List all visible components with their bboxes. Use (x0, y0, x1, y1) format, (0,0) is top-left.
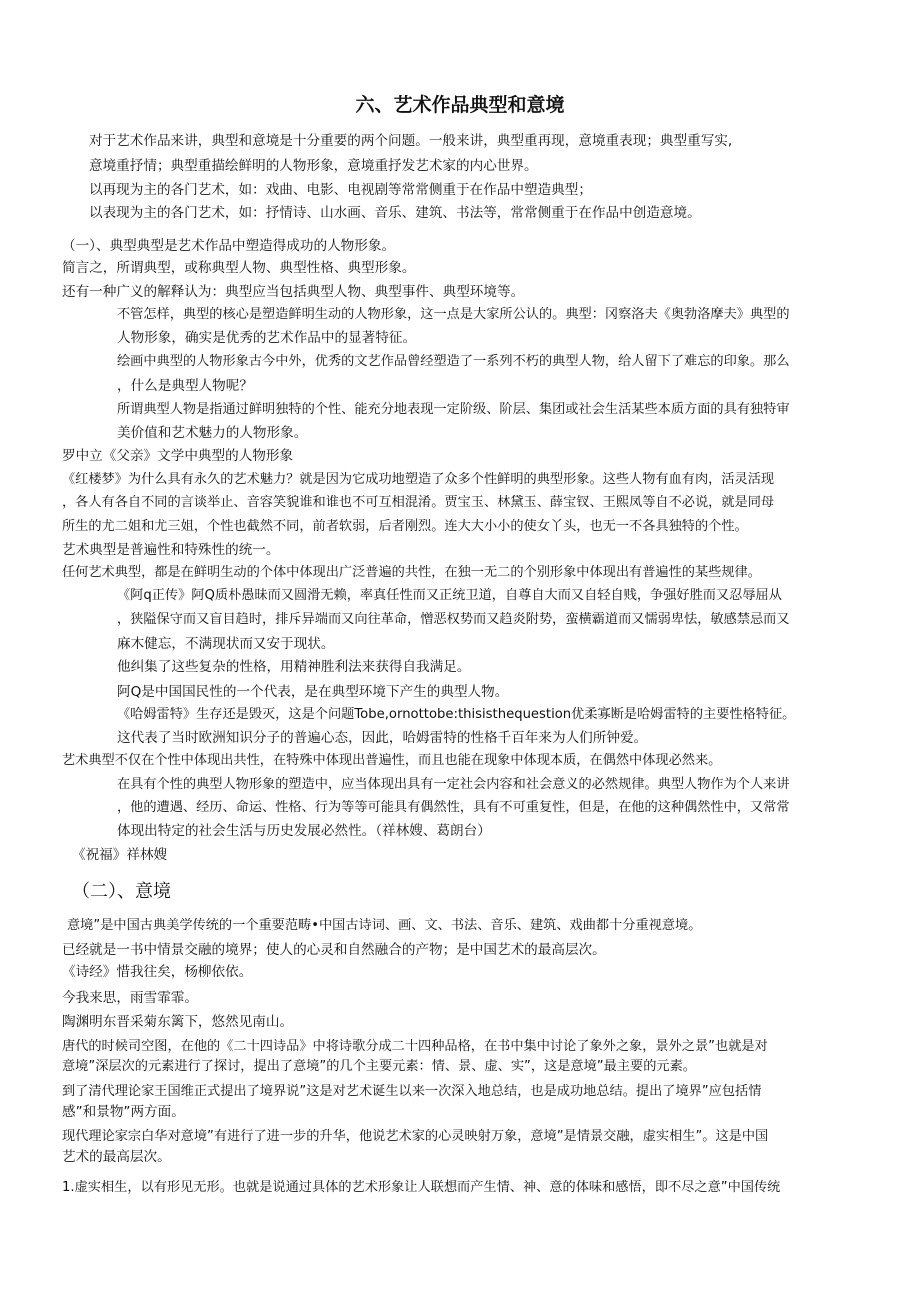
paragraph-line: 陶渊明东晋采菊东篱下，悠然见南山。 (62, 1014, 294, 1030)
paragraph-line: 他纠集了这些复杂的性格，用精神胜利法来获得自我满足。 (117, 659, 471, 675)
paragraph-line: 今我来思，雨雪霏霏。 (62, 990, 198, 1006)
paragraph-line: 意境”深层次的元素进行了探讨，提出了意境”的几个主要元素：情、景、虚、实”，这是意境”最主要的元素。 (62, 1059, 696, 1074)
paragraph-line: 《祝福》祥林嫂 (72, 847, 168, 863)
paragraph-line: 人物形象，确实是优秀的艺术作品中的显著特征。 (117, 330, 417, 346)
intro-line: 以表现为主的各门艺术，如：抒情诗、山水画、音乐、建筑、书法等，常常侧重于在作品中创造意境。 (89, 205, 701, 221)
paragraph-line: 《诗经》惜我往矣，杨柳依依。 (62, 964, 253, 980)
paragraph-line: 不管怎样，典型的核心是塑造鲜明生动的人物形象，这一点是大家所公认的。典型：冈察洛夫《奥勃洛摩夫》典型的 (117, 307, 790, 322)
intro-line: 以再现为主的各门艺术，如：戏曲、电影、电视剧等常常侧重于在作品中塑造典型； (89, 182, 592, 198)
paragraph-line: 阿Q是中国国民性的一个代表，是在典型环境下产生的典型人物。 (117, 684, 509, 700)
paragraph-line: 艺术典型不仅在个性中体现出共性，在特殊中体现出普遍性，而且也能在现象中体现本质，在偶然中体现必然来。 (62, 753, 722, 768)
paragraph-line: 麻木健忘，不满现状而又安于现状。 (117, 636, 335, 652)
paragraph-line: 在具有个性的典型人物形象的塑造中，应当体现出具有一定社会内容和社会意义的必然规律。典型人物作为个人来讲 (117, 777, 790, 792)
paragraph-line: 《哈姆雷特》生存还是毁灭，这是个问题Tobe,ornottobe:thisisthequestion优柔寡断是哈姆雷特的主要性格特征。 (117, 707, 796, 722)
paragraph-line: 任何艺术典型，都是在鲜明生动的个体中体现出广泛普遍的共性，在独一无二的个别形象中体现出有普遍性的某些规律。 (62, 565, 761, 580)
paragraph-line: 体现出特定的社会生活与历史发展必然性。（祥林嫂、葛朗台） (117, 823, 491, 839)
paragraph-line: 艺术的最高层次。 (62, 1149, 171, 1165)
paragraph-line: 唐代的时候司空图，在他的《二十四诗品》中将诗歌分成二十四种品格，在书中集中讨论了象外之象，景外之景”也就是对 (62, 1039, 768, 1054)
paragraph-line: 美价值和艺术魅力的人物形象。 (117, 425, 308, 441)
paragraph-line: ，各人有各自不同的言谈举止、音容笑貌谁和谁也不可互相混淆。贾宝玉、林黛玉、薛宝钗、王熙凤等自不必说，就是同母 (62, 495, 775, 510)
paragraph-line: 绘画中典型的人物形象古今中外，优秀的文艺作品曾经塑造了一系列不朽的典型人物，给人留下了难忘的印象。那么 (117, 354, 790, 369)
paragraph-line: 意境”是中国古典美学传统的一个重要范畴•中国古诗词、画、文、书法、音乐、建筑、戏曲都十分重视意境。 (67, 918, 702, 933)
paragraph-line: 《红楼梦》为什么具有永久的艺术魅力？就是因为它成功地塑造了众多个性鲜明的典型形象。这些人物有血有肉，活灵活现 (62, 472, 775, 487)
section2-heading: （二）、意境 (72, 881, 171, 902)
paragraph-line: 还有一种广义的解释认为：典型应当包括典型人物、典型事件、典型环境等。 (62, 284, 525, 300)
paragraph-line: 感”和景物”两方面。 (62, 1104, 185, 1120)
intro-line: 对于艺术作品来讲，典型和意境是十分重要的两个问题。一般来讲，典型重再现，意境重表现；典型重写实, (89, 133, 733, 149)
paragraph-line: ，狭隘保守而又盲目趋时，排斥异端而又向往革命，憎恶权势而又趋炎附势，蛮横霸道而又懦弱卑怯，敏感禁忌而又 (117, 612, 790, 627)
paragraph-line: 这代表了当时欧洲知识分子的普遍心态，因此，哈姆雷特的性格千百年来为人们所钟爱。 (117, 730, 648, 746)
paragraph-line: 罗中立《父亲》文学中典型的人物形象 (62, 448, 294, 464)
paragraph-line: 1.虚实相生，以有形见无形。也就是说通过具体的艺术形象让人联想而产生情、神、意的体味和感悟，即不尽之意”中国传统 (62, 1180, 781, 1195)
paragraph-line: 到了清代理论家王国维正式提出了境界说”这是对艺术诞生以来一次深入地总结，也是成功地总结。提出了境界”应包括情 (62, 1084, 762, 1099)
paragraph-line: 艺术典型是普遍性和特殊性的统一。 (62, 542, 280, 558)
page-title: 六、艺术作品典型和意境 (355, 94, 565, 116)
paragraph-line: ，什么是典型人物呢？ (117, 378, 253, 394)
paragraph-line: 所生的尤二姐和尤三姐，个性也截然不同，前者软弱，后者刚烈。连大大小小的使女丫头，也无一不各具独特的个性。 (62, 519, 748, 534)
section1-heading: （一）、典型典型是艺术作品中塑造得成功的人物形象。 (62, 238, 396, 254)
paragraph-line: 简言之，所谓典型，或称典型人物、典型性格、典型形象。 (62, 260, 416, 276)
intro-line: 意境重抒情；典型重描绘鲜明的人物形象，意境重抒发艺术家的内心世界。 (89, 158, 538, 174)
paragraph-line: ，他的遭遇、经历、命运、性格、行为等等可能具有偶然性，具有不可重复性，但是，在他的这种偶然性中，又常常 (117, 800, 790, 815)
paragraph-line: 已经就是一书中情景交融的境界；使人的心灵和自然融合的产物；是中国艺术的最高层次。 (62, 942, 606, 958)
paragraph-line: 现代理论家宗白华对意境”有进行了进一步的升华，他说艺术家的心灵映射万象，意境”是情景交融，虚实相生”。这是中国 (62, 1129, 769, 1144)
paragraph-line: 所谓典型人物是指通过鲜明独特的个性、能充分地表现一定阶级、阶层、集团或社会生活某些本质方面的具有独特审 (117, 402, 790, 417)
paragraph-line: 《阿q正传》阿Q质朴愚昧而又圆滑无赖，率真任性而又正统卫道，自尊自大而又自轻自贱，争强好胜而又忍辱屈从 (117, 588, 782, 603)
